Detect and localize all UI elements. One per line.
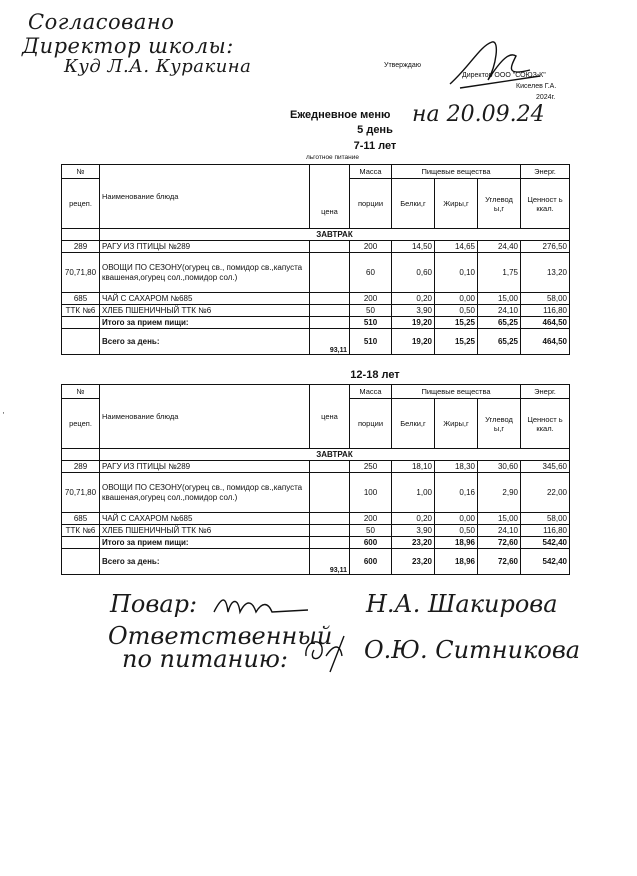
header-price: цена (310, 165, 350, 229)
table-row: ТТК №6 ХЛЕБ ПШЕНИЧНЫЙ ТТК №6 50 3,90 0,50 24,10 116,80 (62, 305, 570, 317)
total-row: Всего за день: 93,11 510 19,20 15,25 65,25 464,50 (62, 329, 570, 355)
age-group-2: 12-18 лет (350, 369, 400, 381)
menu-day: 5 день (357, 124, 393, 136)
subtotal-row: Итого за прием пищи: 510 19,20 15,25 65,25 464,50 (62, 317, 570, 329)
header-dish: Наименование блюда (100, 165, 310, 229)
table-row: 685 ЧАЙ С САХАРОМ №685 200 0,20 0,00 15,00 58,00 (62, 513, 570, 525)
approve-label: Утверждаю (384, 62, 421, 69)
approval-line-1: Согласовано (28, 10, 175, 34)
meal-title: ЗАВТРАК (100, 229, 570, 241)
responsible-signature (300, 626, 360, 676)
approve-name: Киселев Г.А. (516, 83, 557, 90)
responsible-line-2: по питанию: (122, 645, 288, 673)
header-carbs: Углевод ы,г (478, 179, 521, 229)
menu-table-1 (61, 164, 570, 355)
handwritten-date: на 20.09.24 (412, 102, 545, 127)
total-row: Всего за день: 93,11 600 23,20 18,96 72,60 542,40 (62, 549, 570, 575)
cook-label: Повар: (110, 590, 198, 618)
responsible-line-1: Ответственный (108, 622, 333, 650)
table-row: 70,71,80 ОВОЩИ ПО СЕЗОНУ(огурец св., помидор св.,капуста квашеная,огурец сол.,помидор сол.) 60 0,60 0,10 1,75 13,20 (62, 253, 570, 293)
header-fat: Жиры,г (435, 179, 478, 229)
table-row: ТТК №6 ХЛЕБ ПШЕНИЧНЫЙ ТТК №6 50 3,90 0,50 24,10 116,80 (62, 525, 570, 537)
cook-signature (212, 592, 312, 622)
responsible-name: О.Ю. Ситникова (364, 636, 581, 664)
subtotal-row: Итого за прием пищи: 600 23,20 18,96 72,60 542,40 (62, 537, 570, 549)
header-energy: Энерг. (521, 165, 570, 179)
meal-title: ЗАВТРАК (100, 449, 570, 461)
header-nutrients: Пищевые вещества (392, 165, 521, 179)
age-group-1: 7-11 лет (353, 140, 397, 152)
table-row: 289 РАГУ ИЗ ПТИЦЫ №289 250 18,10 18,30 30,60 345,60 (62, 461, 570, 473)
table-row: 70,71,80 ОВОЩИ ПО СЕЗОНУ(огурец св., помидор св.,капуста квашеная,огурец сол.,помидор сол.) 100 1,00 0,16 2,90 22,00 (62, 473, 570, 513)
table-row: 289 РАГУ ИЗ ПТИЦЫ №289 200 14,50 14,65 24,40 276,50 (62, 241, 570, 253)
header-recipe: рецеп. (62, 179, 100, 229)
table-row: 685 ЧАЙ С САХАРОМ №685 200 0,20 0,00 15,00 58,00 (62, 293, 570, 305)
total-price: 93,11 (310, 549, 350, 575)
header-num: № (62, 165, 100, 179)
total-price: 93,11 (310, 329, 350, 355)
menu-table-2: № Наименование блюда цена Масса Пищевые вещества Энерг. рецеп. порции Белки,г Жиры,г Углевод ы,г Ценност ь ккал. ЗАВТРАК 289 РАГУ ИЗ ПТИЦЫ №289 250 18,10 18,30 30,60 345,60 70,71,80 ОВОЩИ ПО СЕЗОНУ(огурец св., помидор св.,капуста квашеная,огурец сол.,помидор сол.) 100 1,00 0,16 2,90 22,00 685 ЧАЙ С САХАРОМ №685 200 0,20 0,00 15,00 58,00 ТТК №6 ХЛЕБ ПШЕНИЧНЫЙ ТТК №6 50 3,90 0,50 24,10 116,80 Итого за прием пищи: 600 23,20 18,96 72,60 542,40 Всего за день: 93,11 600 23,20 18,96 72,60 542,40 (61, 384, 570, 575)
menu-title: Ежедневное меню (290, 109, 391, 121)
approval-line-2: Директор школы: (22, 34, 234, 58)
header-mass: Масса (350, 165, 392, 179)
approve-position: Директор ООО "СОЮЗ-К" (462, 72, 546, 79)
header-energy-value: Ценност ь ккал. (521, 179, 570, 229)
scan-mark: · (2, 408, 5, 418)
header-protein: Белки,г (392, 179, 435, 229)
cook-name: Н.А. Шакирова (366, 590, 558, 618)
approval-line-3: Куд Л.А. Куракина (64, 56, 252, 77)
benefit-note: льготное питание (306, 154, 359, 161)
approve-year: 2024г. (536, 94, 556, 101)
header-portion: порции (350, 179, 392, 229)
